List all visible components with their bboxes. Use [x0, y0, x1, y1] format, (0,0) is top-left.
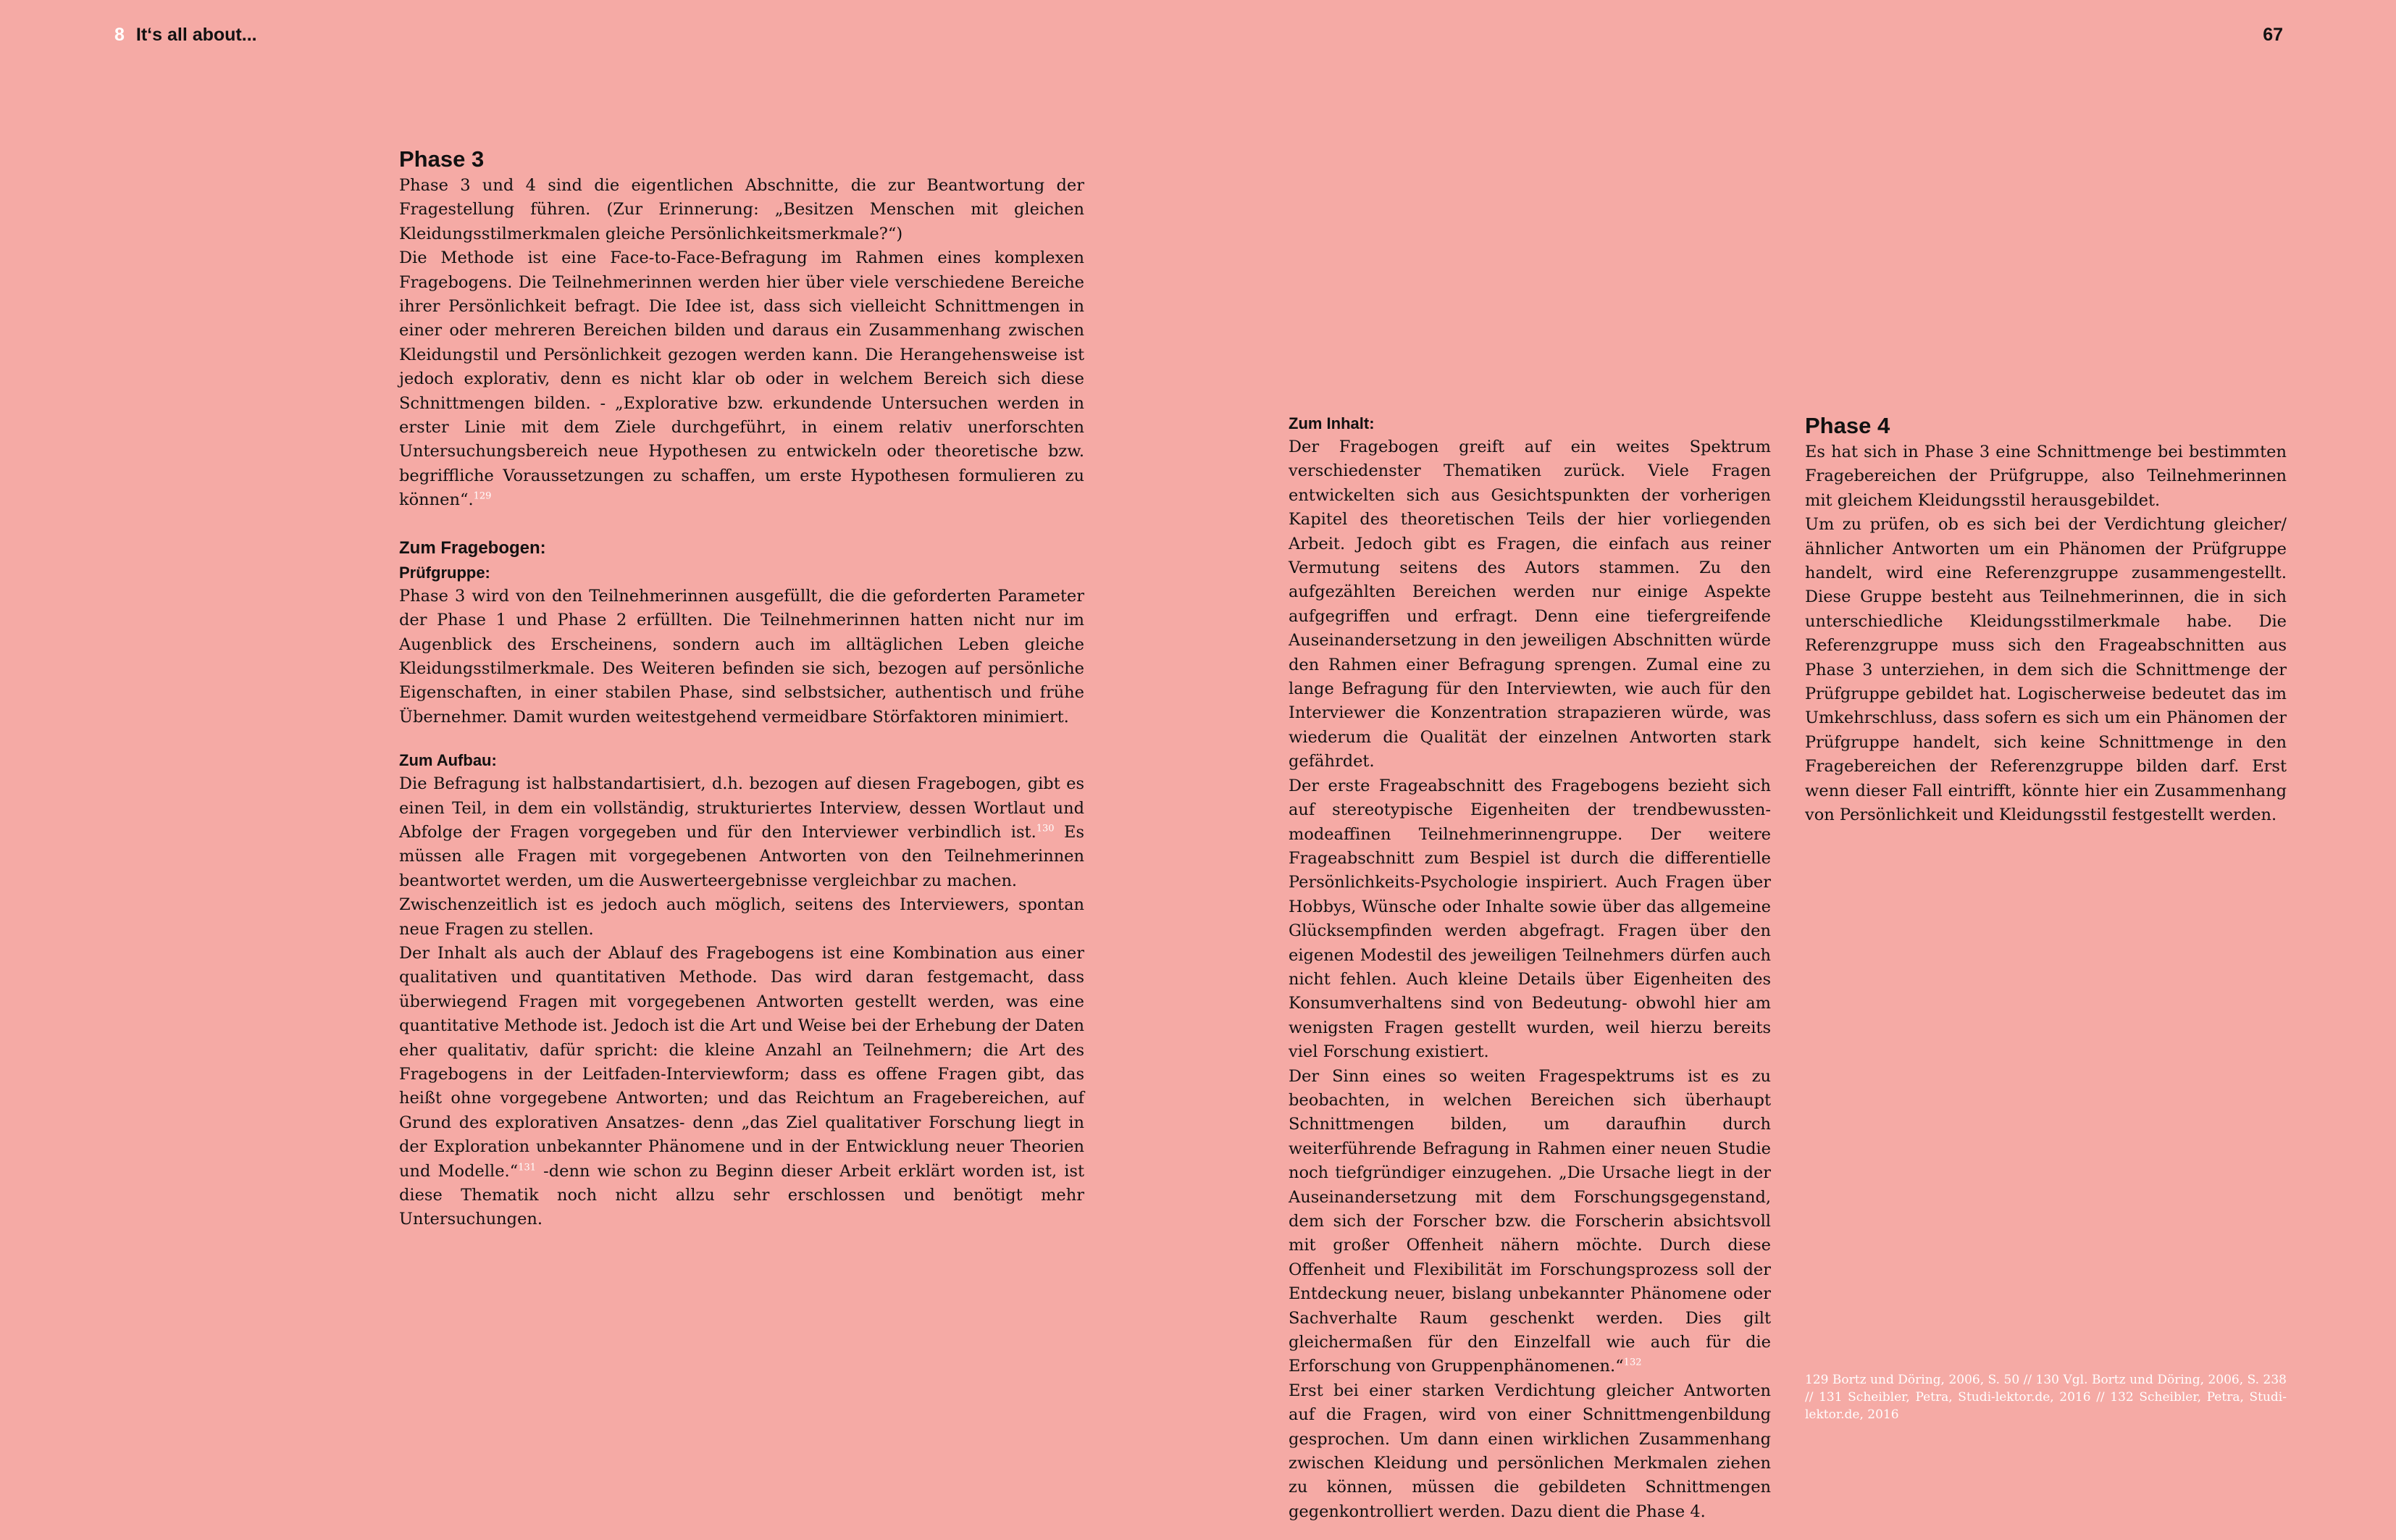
right-column [1805, 411, 2287, 828]
chapter-number: 8 [114, 25, 125, 45]
aufbau-paragraph-1 [399, 772, 1084, 893]
footnote-ref-132: 132 [1623, 1357, 1642, 1368]
fragebogen-heading: Zum Fragebogen: [399, 537, 546, 558]
aufbau-text-3b: -denn wie schon zu Beginn dieser Arbeit erklärt worden ist, ist diese Thematik noch nicht allzu sehr erschlossen und benötigt mehr Untersuchungen. [399, 1161, 1085, 1229]
pruefgruppe-heading: Prüfgruppe: [399, 563, 490, 582]
aufbau-heading: Zum Aufbau: [399, 751, 497, 770]
footnote-ref-130: 130 [1036, 823, 1055, 834]
middle-column [1289, 411, 1771, 1524]
aufbau-text-1b: Es müssen alle Fragen mit vorgegebenen Antworten von den Teilnehmerinnen beantwortet werden, um die Auswerteergebnisse vergleichbar zu machen. [399, 822, 1085, 890]
aufbau-paragraph-2: Zwischenzeitlich ist es jedoch auch möglich, seitens des Interviewers, spontan neue Fragen zu stellen. [399, 895, 1084, 939]
phase3-method-text: Die Methode ist eine Face-to-Face-Befragung im Rahmen eines komplexen Fragebogens. Die Teilnehmerinnen werden hier über viele verschiedene Bereiche ihrer Persönlichkeit befragt. Die Idee ist, dass sich vielleicht Schnittmengen in einer oder mehreren Bereichen bilden und daraus ein Zusammenhang zwischen Kleidungstil und Persönlichkeit gezogen werden kann. Die Herangehensweise ist jedoch explorativ, denn es nicht klar ob oder in welchem Bereich sich diese Schnittmengen bilden. - „Explorative bzw. erkundende Untersuchen werden in erster Linie mit dem Ziele durchgeführt, in einem relativ unerforschten Untersuchungsbereich neue Hypothesen zu entwickeln oder theoretische bzw. begriffliche Voraussetzungen zu schaffen, um erste Hypothesen formulieren zu können“. [399, 248, 1084, 510]
pruefgruppe-paragraph: Phase 3 wird von den Teilnehmerinnen ausgefüllt, die die geforderten Parameter der Phase 1 und Phase 2 erfüllten. Die Teilnehmerinnen hatten nicht nur im Augenblick des Erscheinens, sondern auch im alltäglichen Leben gleiche Kleidungsstilmerkmale. Des Weiteren befinden sie sich, bezogen auf persönliche Eigenschaften, in einer stabilen Phase, sind selbstsicher, authentisch und frühe Übernehmer. Damit wurden weitestgehend vermeidbare Störfaktoren minimiert. [399, 586, 1084, 727]
footnote-ref-129: 129 [473, 490, 492, 502]
phase3-intro-paragraph: Phase 3 und 4 sind die eigentlichen Abschnitte, die zur Beantwortung der Fragestellung führen. (Zur Erinnerung: „Besitzen Menschen mit gleichen Kleidungsstilmerkmalen gleiche Persönlichkeitsmerkmale?“) [399, 176, 1084, 243]
phase3-method-paragraph [399, 246, 1084, 512]
inhalt-text-3a: Der Sinn eines so weiten Fragespektrums ist es zu beobachten, in welchen Bereichen sich überhaupt Schnittmengen bilden, um daraufhin durch weiterführende Befragung in Rahmen einer neuen Studie noch tiefgründiger einzugehen. „Die Ursache liegt in der Auseinandersetzung mit dem Forschungsgegenstand, dem sich der Forscher bzw. die Forscherin absichtsvoll mit großer Offenheit nähern möchte. Durch diese Offenheit und Flexibilität im Forschungsprozess soll der Entdeckung neuer, bislang unbekannter Phänomene oder Sachverhalte Raum geschenkt werden. Dies gilt gleichermaßen für den Einzelfall wie auch für die Erforschung von Gruppenphänomenen.“ [1289, 1066, 1771, 1376]
phase4-paragraph-2: Um zu prüfen, ob es sich bei der Verdichtung gleicher/ ähnlicher Antworten um ein Phänomen der Prüfgruppe handelt, wird eine Referenzgruppe zusammengestellt. Diese Gruppe besteht aus Teilnehmerinnen, die in sich unterschiedliche Kleidungsstilmerkmale habe. Die Referenzgruppe muss sich den Frageabschnitten aus Phase 3 unterziehen, in dem sich die Schnittmenge der Prüfgruppe gebildet hat. Logischerweise bedeutet das im Umkehrschluss, dass sofern es sich um ein Phänomen der Prüfgruppe handelt, sich keine Schnittmenge in den Fragebereichen der Referenzgruppe bilden darf. Erst wenn dieser Fall eintrifft, könnte hier ein Zusammenhang von Persönlichkeit und Kleidungsstil festgestellt werden. [1805, 515, 2287, 825]
aufbau-text-3a: Der Inhalt als auch der Ablauf des Fragebogens ist eine Kombination aus einer qualitativen und quantitativen Methode. Das wird daran festgemacht, dass überwiegend Fragen mit vorgegebenen Antworten gestellt werden, was eine quantitative Methode ist. Jedoch ist die Art und Weise bei der Erhebung der Daten eher qualitativ, dafür spricht: die kleine Anzahl an Teilnehmern; die Art des Fragebogens in der Leitfaden-Interviewform; dass es offene Fragen gibt, das heißt ohne vorgegebene Antworten; und das Reichtum an Fragebereichen, auf Grund des explorativen Ansatzes- denn „das Ziel qualitativer Forschung liegt in der Exploration unbekannter Phänomene und in der Entwicklung neuer Theorien und Modelle.“ [399, 943, 1084, 1181]
aufbau-paragraph-3 [399, 942, 1084, 1232]
chapter-title: It‘s all about... [135, 25, 257, 45]
footnotes: 129 Bortz und Döring, 2006, S. 50 // 130 Vgl. Bortz und Döring, 2006, S. 238 // 131 Scheibler, Petra, Studi-lektor.de, 2016 // 132 Scheibler, Petra, Studi-lektor.de, 2016 [1805, 1373, 2287, 1422]
aufbau-text-1a: Die Befragung ist halbstandartisiert, d.h. bezogen auf diesen Fragebogen, gibt es einen Teil, in dem ein vollständig, strukturiertes Interview, dessen Wortlaut und Abfolge der Fragen vorgegeben und für den Interviewer verbindlich ist. [399, 774, 1084, 842]
inhalt-paragraph-2: Der erste Frageabschnitt des Fragebogens bezieht sich auf stereotypische Eigenheiten der trendbewussten- modeaffinen Teilnehmerinnengruppe. Der weitere Frageabschnitt zum Bespiel ist durch die differentielle Persönlichkeits-Psychologie inspiriert. Auch Fragen über Hobbys, Wünsche oder Inhalte sowie über das allgemeine Glücksempfinden werden abgefragt. Fragen über den eigenen Modestil des jeweiligen Teilnehmers dürfen auch nicht fehlen. Auch kleine Details über Eigenheiten des Konsumverhaltens sind von Bedeutung- obwohl hier am wenigsten Fragen gestellt wurden, weil hierzu bereits viel Forschung existiert. [1289, 776, 1771, 1062]
inhalt-paragraph-3 [1289, 1065, 1771, 1379]
left-column [399, 145, 1084, 1232]
phase3-heading: Phase 3 [399, 146, 485, 172]
inhalt-heading: Zum Inhalt: [1289, 414, 1375, 432]
inhalt-paragraph-1: Der Fragebogen greift auf ein weites Spektrum verschiedenster Thematiken zurück. Viele Fragen entwickelten sich aus Gesichtspunkten der vorherigen Kapitel des theoretischen Teils der hier vorliegenden Arbeit. Jedoch gibt es Fragen, die einfach aus reiner Vermutung seitens des Autors stammen. Zu den aufgezählten Bereichen werden nur einige Aspekte aufgegriffen und erfragt. Denn eine tiefergreifende Auseinandersetzung in den jeweiligen Abschnitten würde den Rahmen einer Befragung sprengen. Zumal eine zu lange Befragung für den Interviewten, wie auch für den Interviewer die Konzentration strapazieren würde, was wiederum die Qualität der einzelnen Antworten stark gefährdet. [1289, 438, 1771, 771]
phase4-paragraph-1: Es hat sich in Phase 3 eine Schnittmenge bei bestimmten Fragebereichen der Prüfgruppe, also Teilnehmerinnen mit gleichem Kleidungsstil herausgebildet. [1805, 443, 2287, 510]
footnote-ref-131: 131 [518, 1162, 537, 1173]
inhalt-paragraph-4: Erst bei einer starken Verdichtung gleicher Antworten auf die Fragen, wird von einer Schnittmengenbildung gesprochen. Um dann einen wirklichen Zusammenhang zwischen Kleidung und persönlichen Merkmalen ziehen zu können, müssen die gebildeten Schnittmengen gegenkontrolliert werden. Dazu dient die Phase 4. [1289, 1381, 1771, 1521]
running-header [114, 25, 257, 46]
page-number: 67 [2263, 25, 2283, 45]
phase4-heading: Phase 4 [1805, 413, 1890, 438]
